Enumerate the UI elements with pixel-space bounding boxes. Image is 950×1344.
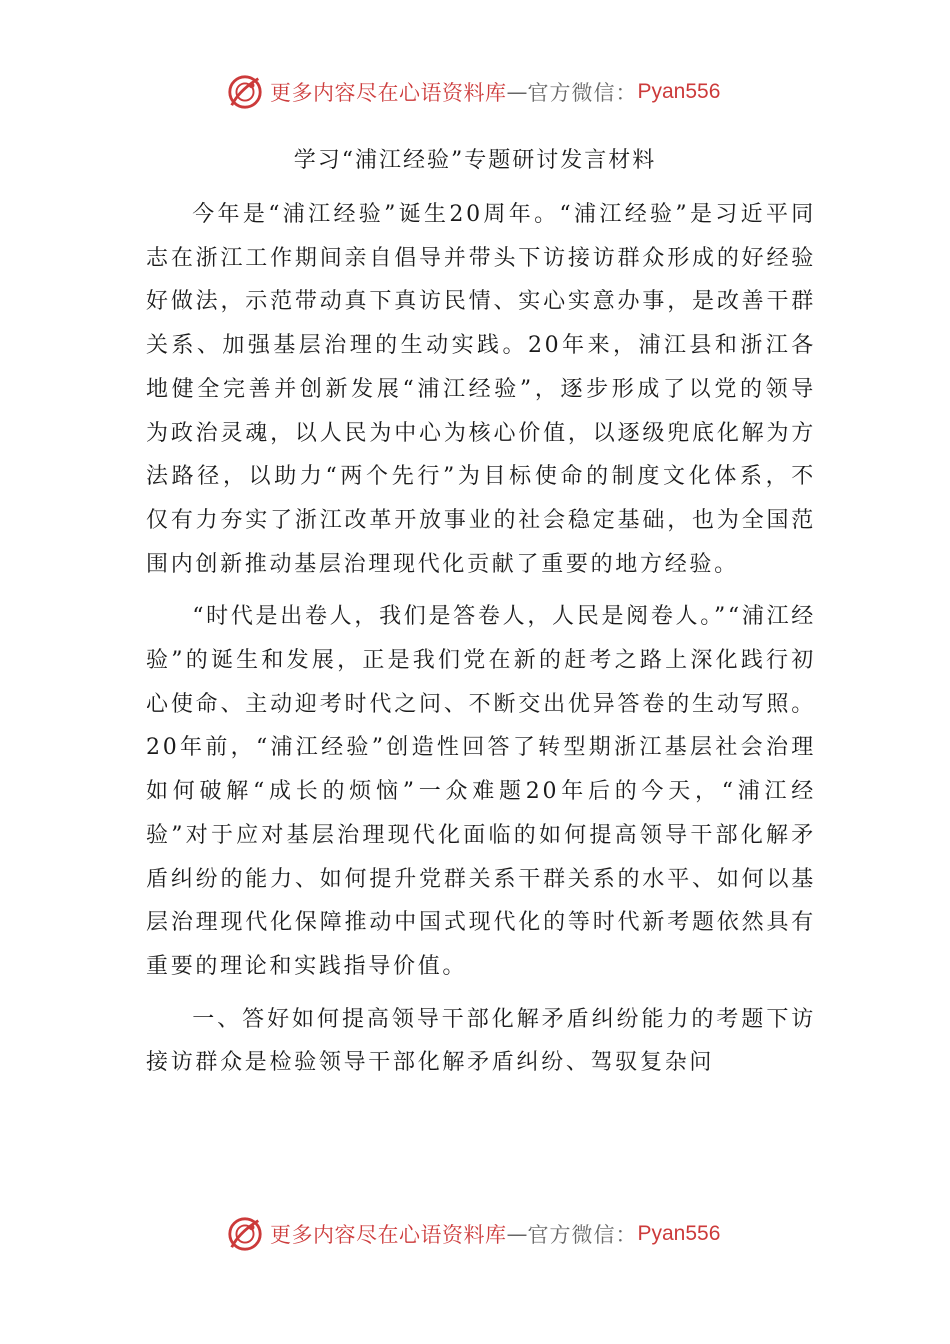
brand-logo-icon [226,73,264,111]
watermark-wechat-id: Pyan556 [637,80,721,103]
footer-watermark [226,1214,720,1254]
paragraph-section-one: 一、答好如何提高领导干部化解矛盾纠纷能力的考题下访接访群众是检验领导干部化解矛盾纠纷、驾驭复杂问 [146,1006,816,1076]
watermark-text: 更多内容尽在心语资料库 [270,81,507,105]
watermark-separator: — [506,80,528,104]
brand-logo-icon [226,1215,264,1253]
header-watermark [226,72,720,112]
watermark-wechat-id: Pyan556 [637,1222,721,1245]
watermark-wechat-label: 官方微信： [527,81,638,105]
paragraph-era: “时代是出卷人，我们是答卷人，人民是阅卷人。”“浦江经验”的诞生和发展，正是我们党在新的赶考之路上深化践行初心使命、主动迎考时代之问、不断交出优异答卷的生动写照。20年前，“浦江经验”创造性回答了转型期浙江基层社会治理如何破解“成长的烦恼”一众难题20年后的今天，“浦江经验”对于应对基层治理现代化面临的如何提高领导干部化解矛盾纠纷的能力、如何提升党群关系干群关系的水平、如何以基层治理现代化保障推动中国式现代化的等时代新考题依然具有重要的理论和实践指导价值。 [146,604,816,979]
document-body [146,193,816,1094]
paragraph-intro: 今年是“浦江经验”诞生20周年。“浦江经验”是习近平同志在浙江工作期间亲自倡导并带头下访接访群众形成的好经验好做法，示范带动真下真访民情、实心实意办事，是改善干群关系、加强基层治理的生动实践。20年来，浦江县和浙江各地健全完善并创新发展“浦江经验”，逐步形成了以党的领导为政治灵魂，以人民为中心为核心价值，以逐级兜底化解为方法路径，以助力“两个先行”为目标使命的制度文化体系，不仅有力夯实了浙江改革开放事业的社会稳定基础，也为全国范围内创新推动基层治理现代化贡献了重要的地方经验。 [146,202,816,577]
document-title: 学习“浦江经验”专题研讨发言材料 [293,148,657,173]
watermark-wechat-label: 官方微信： [527,1223,638,1247]
watermark-separator: — [506,1222,528,1246]
watermark-text: 更多内容尽在心语资料库 [270,1223,507,1247]
